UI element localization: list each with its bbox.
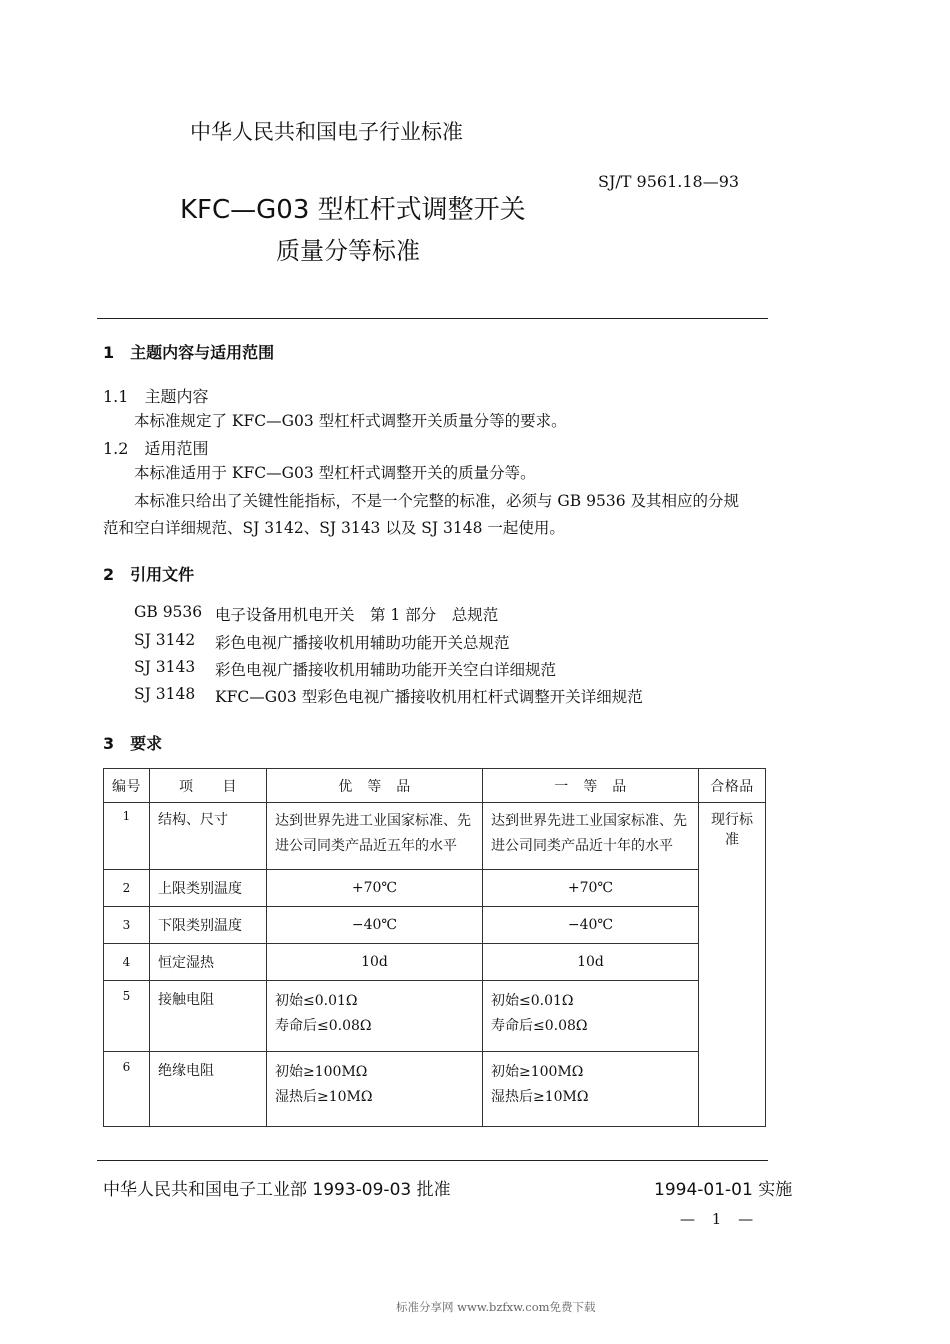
col-header-item: 项 目 — [150, 769, 267, 803]
row-number: 6 — [104, 1052, 150, 1127]
reference-code: SJ 3148 — [134, 685, 196, 703]
section3-heading: 3 要求 — [103, 734, 163, 753]
section1-2-heading: 1.2 适用范围 — [103, 439, 209, 458]
col-header-number: 编号 — [104, 769, 150, 803]
reference-title: KFC—G03 型彩色电视广播接收机用杠杆式调整开关详细规范 — [215, 688, 643, 706]
reference-code: SJ 3142 — [134, 631, 196, 649]
section1-1-heading: 1.1 主题内容 — [103, 387, 209, 406]
row-number: 5 — [104, 981, 150, 1052]
reference-title: 电子设备用机电开关 第 1 部分 总规范 — [215, 606, 499, 624]
section1-1-text: 本标准规定了 KFC—G03 型杠杆式调整开关质量分等的要求。 — [134, 412, 567, 430]
row-first-class: 初始≥100MΩ 湿热后≥10MΩ — [483, 1052, 699, 1127]
row-excellent: 初始≥100MΩ 湿热后≥10MΩ — [267, 1052, 483, 1127]
row-excellent: 达到世界先进工业国家标准、先 进公司同类产品近五年的水平 — [267, 803, 483, 870]
section1-2-text2-line2: 范和空白详细规范、SJ 3142、SJ 3143 以及 SJ 3148 一起使用。 — [103, 519, 565, 537]
header-org-standard: 中华人民共和国电子行业标准 — [190, 120, 463, 144]
page-number: — 1 — — [680, 1210, 760, 1228]
row-item: 接触电阻 — [150, 981, 267, 1052]
header-divider — [97, 318, 768, 319]
row-excellent: −40℃ — [267, 907, 483, 944]
document-title-line2: 质量分等标准 — [276, 237, 420, 265]
row-item: 结构、尺寸 — [150, 803, 267, 870]
approval-line: 中华人民共和国电子工业部 1993-09-03 批准 — [103, 1180, 451, 1200]
implementation-date: 1994-01-01 实施 — [654, 1180, 793, 1200]
col-header-qualified: 合格品 — [699, 769, 766, 803]
col-header-first-class: 一 等 品 — [483, 769, 699, 803]
row-first-class: −40℃ — [483, 907, 699, 944]
row-item: 恒定湿热 — [150, 944, 267, 981]
table-row — [104, 803, 766, 870]
row-excellent: 10d — [267, 944, 483, 981]
row-first-class: +70℃ — [483, 870, 699, 907]
row-number: 2 — [104, 870, 150, 907]
col-header-excellent: 优 等 品 — [267, 769, 483, 803]
row-first-class: 达到世界先进工业国家标准、先 进公司同类产品近十年的水平 — [483, 803, 699, 870]
row-item: 下限类别温度 — [150, 907, 267, 944]
reference-code: GB 9536 — [134, 603, 203, 621]
table-row — [104, 1052, 766, 1127]
table-row — [104, 981, 766, 1052]
footer-divider — [97, 1160, 768, 1161]
reference-code: SJ 3143 — [134, 658, 196, 676]
qualified-value: 现行标准 — [699, 803, 766, 1127]
section1-heading: 1 主题内容与适用范围 — [103, 343, 275, 362]
row-excellent: 初始≤0.01Ω 寿命后≤0.08Ω — [267, 981, 483, 1052]
watermark-text: 标准分享网 www.bzfxw.com免费下载 — [396, 1300, 596, 1314]
reference-title: 彩色电视广播接收机用辅助功能开关总规范 — [215, 634, 510, 652]
row-first-class: 初始≤0.01Ω 寿命后≤0.08Ω — [483, 981, 699, 1052]
row-excellent: +70℃ — [267, 870, 483, 907]
section2-heading: 2 引用文件 — [103, 565, 195, 584]
table-row — [104, 944, 766, 981]
reference-title: 彩色电视广播接收机用辅助功能开关空白详细规范 — [215, 661, 557, 679]
row-number: 4 — [104, 944, 150, 981]
row-first-class: 10d — [483, 944, 699, 981]
table-header-row — [104, 769, 766, 803]
table-row — [104, 870, 766, 907]
standard-number: SJ/T 9561.18—93 — [598, 172, 740, 191]
document-title-line1: KFC—G03 型杠杆式调整开关 — [180, 195, 526, 225]
table-row — [104, 907, 766, 944]
row-item: 绝缘电阻 — [150, 1052, 267, 1127]
row-number: 3 — [104, 907, 150, 944]
row-item: 上限类别温度 — [150, 870, 267, 907]
section1-2-text2-line1: 本标准只给出了关键性能指标，不是一个完整的标准，必须与 GB 9536 及其相应的分规 — [134, 492, 740, 510]
section1-2-text1: 本标准适用于 KFC—G03 型杠杆式调整开关的质量分等。 — [134, 464, 536, 482]
requirements-table — [103, 768, 766, 1127]
row-number: 1 — [104, 803, 150, 870]
